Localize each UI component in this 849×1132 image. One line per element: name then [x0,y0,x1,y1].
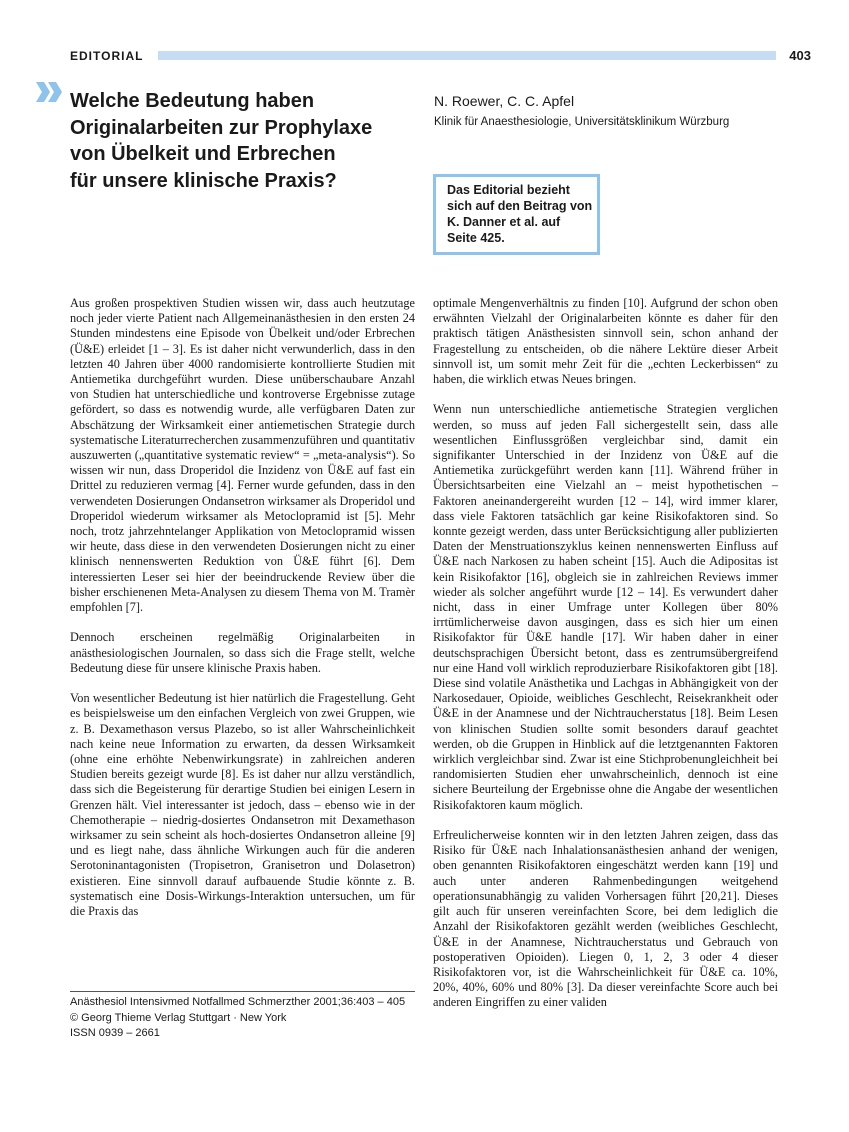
reference-box-line: Das Editorial bezieht [447,183,570,197]
title-line: Originalarbeiten zur Prophylaxe [70,116,373,139]
reference-box [433,174,600,255]
body-column-right [433,296,778,1026]
body-paragraph: Aus großen prospektiven Studien wissen wir, dass auch heutzutage noch jeder vierte Patient nach Allgemeinanästhesien in den ersten 24 Stunden mindestens eine Episode von Übelkeit und/oder Erbrechen (Ü&E) erleidet [1 – 3]. Es ist daher nicht verwunderlich, dass in den letzten 40 Jahren über 4000 randomisierte kontrollierte Studien mit Antiemetika durchgeführt wurden. Diese unüberschaubare Anzahl von Studien hat unterschiedliche und kontroverse Ergebnisse zutage gefördert, so dass es notwendig wurde, alle verfügbaren Daten zur Abschätzung der Wirksamkeit einer antiemetischen Strategie durch systematische Literaturrecherchen zusammenzuführen und quantitativ auszuwerten („quantitative systematic review“ = „meta-analysis“). So wissen wir nun, dass Droperidol die Inzidenz von Ü&E auf fast ein Drittel zu reduzieren vermag [4]. Ferner wurde gefunden, dass in den verwendeten Dosierungen Ondansetron wirksamer als Droperidol und Droperidol wiederum wirksamer als Metoclopramid ist [5]. Mehr noch, trotz jahrzehntelanger Applikation von Metoclopramid wissen wir heute, dass diese in den verwendeten Dosierungen nicht zu einer klinisch nennenswerten Reduktion von Ü&E führt [6]. Dem interessierten Leser sei hier der beeindruckende Review über die bisher erschienenen Meta-Analysen zu diesem Thema von M. Tramèr empfohlen [7]. [70,296,415,615]
body-paragraph: Von wesentlicher Bedeutung ist hier natürlich die Fragestellung. Geht es beispielsweise um den einfachen Vergleich von zwei Gruppen, wie z. B. Dexamethason versus Plazebo, so ist aller Wahrscheinlichkeit nach keine neue Information zu erwarten, da dessen Wirksamkeit (ohne eine erhöhte Nebenwirkungsrate) in zahlreichen anderen Studien bereits gezeigt wurde [8]. Es ist daher nur allzu verständlich, dass sich die Begeisterung für derartige Studien bei einigen Lesern in Grenzen hält. Viel interessanter ist jedoch, dass – ebenso wie in der Chemotherapie – niedrig-dosiertes Ondansetron mit Dexamethason wirksamer zu sein scheint als hoch-dosiertes Ondansetron alleine [9] und es liegt nahe, dass ähnliche Wirkungen auch für die anderen Serotoninantagonisten (Tropisetron, Granisetron und Dolasetron) existieren. Eine sinnvoll darauf aufbauende Studie könnte z. B. systematisch eine Dosis-Wirkungs-Interaktion untersuchen, um für die Praxis das [70,691,415,919]
body-paragraph: optimale Mengenverhältnis zu finden [10]. Aufgrund der schon oben erwähnten Vielzahl der Originalarbeiten könnte es daher für den praktisch tätigen Anästhesisten sinnvoll sein, schon anhand der Fragestellung zu entscheiden, ob die nähere Lektüre dieser Arbeit sinnvoll ist, um somit mehr Zeit für die „echten Leckerbissen“ zu haben, die wirklich etwas Neues bringen. [433,296,778,387]
affiliation: Klinik für Anaesthesiologie, Universitätsklinikum Würzburg [434,116,730,128]
reference-box-line: K. Danner et al. auf [447,215,561,229]
body-paragraph: Erfreulicherweise konnten wir in den letzten Jahren zeigen, dass das Risiko für Ü&E nach Inhalationsanästhesien anhand der wenigen, oben genannten Risikofaktoren eingeschätzt werden kann [19] und auch unter anderen Rahmenbedingungen weitgehend operationsunabhängig zu validen Vorhersagen führt [20,21]. Dieses gilt auch für unseren vereinfachten Score, bei dem lediglich die Anzahl der Risikofaktoren gezählt werden (weibliches Geschlecht, Ü&E in der Anamnese, Nichtraucherstatus und Gebrauch von postoperativen Opioiden). Liegen 0, 1, 2, 3 oder 4 dieser Risikofaktoren vor, ist die Wahrscheinlichkeit für Ü&E ca. 10%, 20%, 40%, 60% und 80% [3]. Da dieser vereinfachte Score auch bei anderen Eingriffen zu einer validen [433,828,778,1010]
issn-line: ISSN 0939 – 2661 [70,1027,160,1039]
reference-box-line: Seite 425. [447,231,505,245]
reference-box-line: sich auf den Beitrag von [447,199,593,213]
article-title [70,88,410,194]
citation-footer [70,995,405,1042]
citation-line: Anästhesiol Intensivmed Notfallmed Schmerzther 2001;36:403 – 405 [70,996,406,1008]
authors: N. Roewer, C. C. Apfel [434,93,575,109]
header-bar [158,51,776,60]
section-label: EDITORIAL [70,49,144,63]
copyright-line: © Georg Thieme Verlag Stuttgart · New York [70,1011,287,1024]
title-line: von Übelkeit und Erbrechen [70,143,336,165]
title-line: für unsere klinische Praxis? [70,169,337,192]
body-paragraph: Dennoch erscheinen regelmäßig Originalarbeiten in anästhesiologischen Journalen, so dass sich die Frage stellt, welche Bedeutung diese für unsere klinische Praxis haben. [70,630,415,675]
footer-divider [70,991,415,992]
double-quote-mark-icon [34,78,64,118]
title-line: Welche Bedeutung haben [70,90,315,112]
body-column-left [70,296,415,934]
body-paragraph: Wenn nun unterschiedliche antiemetische Strategien verglichen werden, so muss auf jeden Fall sichergestellt sein, dass alle wesentlichen Einflussgrößen vergleichbar sind, damit ein signifikanter Unterschied in der Inzidenz von Ü&E auf die Antiemetika zurückgeführt werden kann [11]. Während früher in Übersichtsarbeiten eine Vielzahl an – meist hypothetischen – Faktoren aneinandergereiht wurden [12 – 14], wird immer klarer, dass viele Faktoren tatsächlich gar keine Risikofaktoren sind. So konnte gezeigt werden, dass unter Berücksichtigung aller publizierten Daten der Menstruationszyklus keinen nennenswerten Einfluss auf Ü&E nach Narkosen zu haben scheint [15]. Auch die Adipositas ist kein Risikofaktor [16], obgleich sie in zahlreichen Reviews immer wieder als solcher angeführt wurde [12 – 14]. Es verwundert daher nicht, dass in einer Umfrage unter Kollegen über 80% irrtümlicherweise davon ausgingen, dass es sich hier um einen Risikofaktor für Ü&E handle [17]. Wir haben daher in einer deutschsprachigen Übersicht betont, dass es zentrumsübergreifend nur eine Hand voll wirklich reproduzierbare Risikofaktoren gibt [18]. Diese sind volatile Anästhetika und Lachgas in Abhängigkeit von der Narkosedauer, Opioide, weibliches Geschlecht, Reisekrankheit oder Ü&E in der Anamnese und der Nichtraucherstatus [18]. Beim Lesen von klinischen Studien sollte somit besonders darauf geachtet werden, ob die Gruppen in Hinblick auf die letztgenannten Faktoren wirklich vergleichbar sind. Zwar ist eine Stichprobenungleichheit bei randomisierten Studien eher unwahrscheinlich, dennoch ist eine sichere Beurteilung der Ergebnisse ohne die Angabe der wesentlichen Risikofaktoren kaum möglich. [433,402,778,812]
page-number: 403 [789,48,811,63]
